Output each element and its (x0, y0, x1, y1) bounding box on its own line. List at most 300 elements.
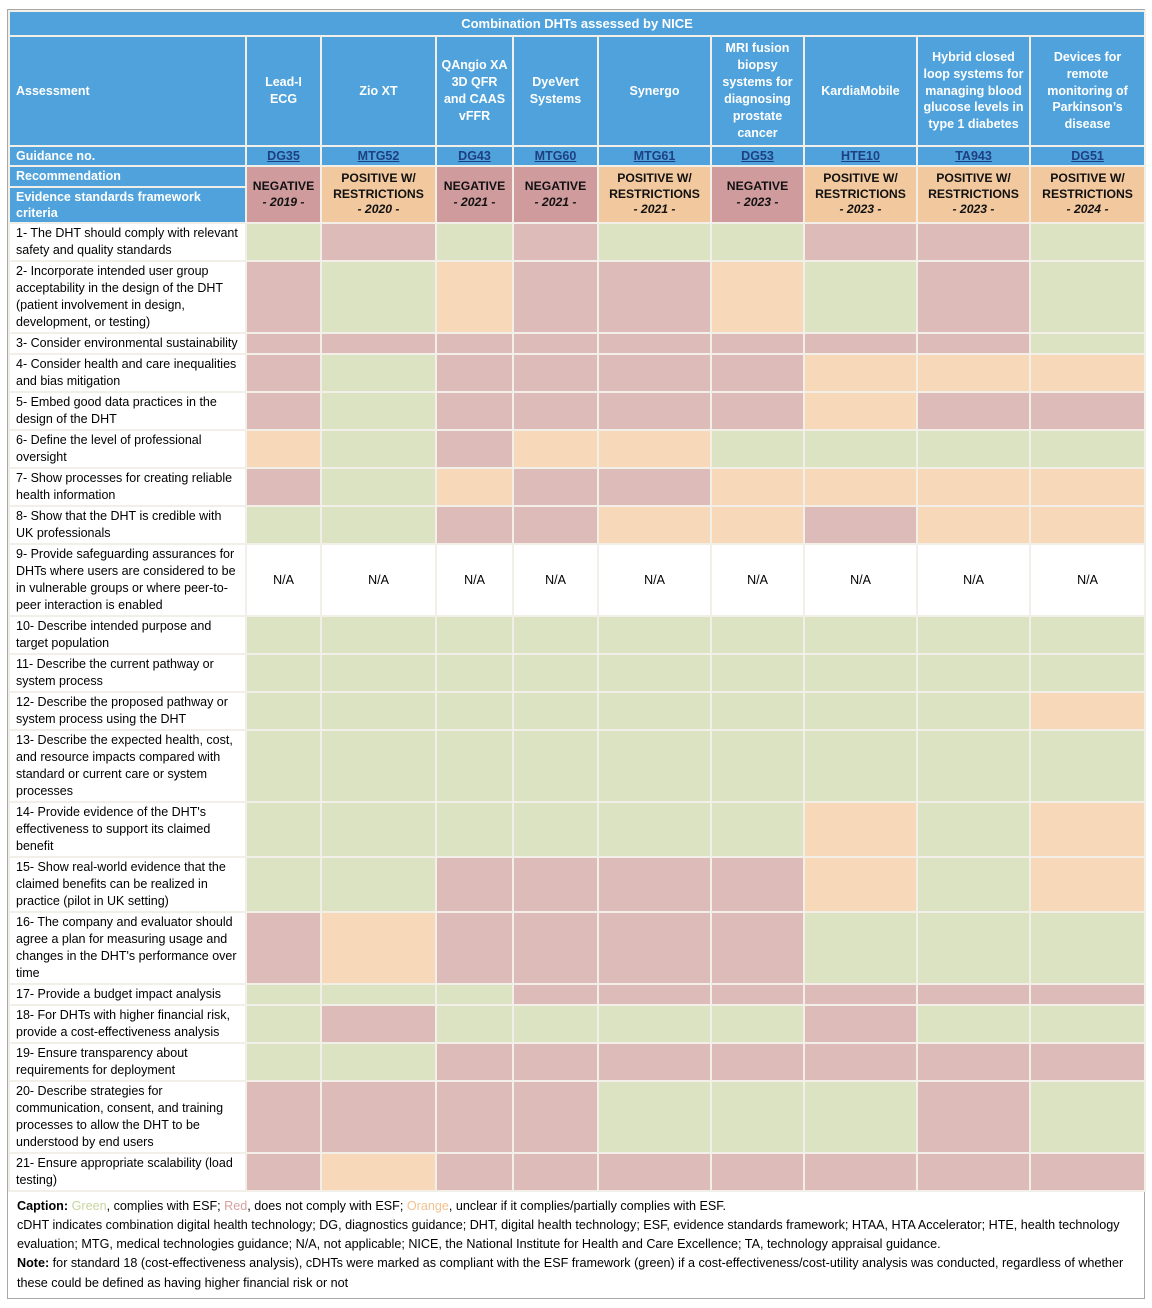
guidance-link-dg53[interactable]: DG53 (741, 149, 774, 164)
criteria-cell-r (804, 333, 917, 354)
criteria-cell-r (917, 1153, 1030, 1191)
criteria-cell-g (436, 616, 513, 654)
criteria-cell-r (436, 857, 513, 912)
criteria-cell-g (711, 223, 804, 261)
criteria-cell-r (1030, 392, 1145, 430)
guidance-link-mtg52[interactable]: MTG52 (357, 149, 400, 164)
criteria-cell-o (598, 430, 711, 468)
criteria-label: 3- Consider environmental sustainability (9, 333, 246, 354)
criteria-cell-r (513, 984, 598, 1005)
criteria-cell-g (513, 1005, 598, 1043)
recommendation-text: POSITIVE W/ RESTRICTIONS (1042, 171, 1133, 201)
criteria-cell-g (321, 354, 436, 392)
guidance-cell (436, 146, 513, 166)
criteria-label: 8- Show that the DHT is credible with UK professionals (9, 506, 246, 544)
criteria-cell-g (804, 654, 917, 692)
recommendation-cell (321, 166, 436, 223)
criteria-row (9, 692, 1145, 730)
criteria-cell-r (711, 333, 804, 354)
criteria-row (9, 802, 1145, 857)
guidance-link-mtg61[interactable]: MTG61 (633, 149, 676, 164)
criteria-cell-g (321, 692, 436, 730)
criteria-cell-g (321, 430, 436, 468)
criteria-cell-r (804, 506, 917, 544)
criteria-cell-g (513, 730, 598, 802)
criteria-cell-g (711, 692, 804, 730)
criteria-cell-g (1030, 333, 1145, 354)
criteria-cell-r (513, 392, 598, 430)
recommendation-cell (804, 166, 917, 223)
guidance-link-dg51[interactable]: DG51 (1071, 149, 1104, 164)
criteria-cell-r (246, 392, 321, 430)
criteria-cell-g (1030, 1005, 1145, 1043)
criteria-cell-g (321, 984, 436, 1005)
recommendation-text: NEGATIVE (524, 179, 587, 194)
guidance-link-hte10[interactable]: HTE10 (841, 149, 880, 164)
caption-segment: Note: (17, 1256, 50, 1271)
caption-segment: cDHT indicates combination digital health technology; DG, diagnostics guidance; DHT, digital health technology; ESF, evidence standards framework; HTAA, HTA Accelerator; HTE, health technology evaluation; MTG, medical technologies guidance; N/A, not applicable; NICE, the National Institute for Health and Care Excellence; TA, technology appraisal guidance. (17, 1218, 1120, 1252)
criteria-cell-g (246, 857, 321, 912)
recommendation-year: - 2021 - (633, 202, 676, 217)
criteria-cell-g (1030, 912, 1145, 984)
criteria-cell-o (804, 392, 917, 430)
recommendation-year: - 2023 - (736, 194, 779, 209)
recommendation-text: NEGATIVE (252, 179, 315, 194)
criteria-label: 20- Describe strategies for communication, consent, and training processes to allow the DHT to be understood by end users (9, 1081, 246, 1153)
criteria-cell-g (321, 261, 436, 333)
criteria-cell-r (598, 857, 711, 912)
criteria-cell-g (1030, 730, 1145, 802)
criteria-label: 15- Show real-world evidence that the claimed benefits can be realized in practice (pilot in UK setting) (9, 857, 246, 912)
caption-segment: , unclear if it complies/partially complies with ESF. (448, 1199, 727, 1213)
criteria-cell-r (711, 984, 804, 1005)
criteria-cell-g (246, 730, 321, 802)
criteria-cell-r (711, 1043, 804, 1081)
criteria-cell-r (246, 468, 321, 506)
caption-segment: Orange (406, 1199, 449, 1213)
criteria-cell-g (436, 1005, 513, 1043)
criteria-cell-r (436, 1153, 513, 1191)
criteria-label: 5- Embed good data practices in the design of the DHT (9, 392, 246, 430)
criteria-cell-r (1030, 1043, 1145, 1081)
criteria-cell-g (1030, 223, 1145, 261)
criteria-cell-g (246, 506, 321, 544)
criteria-cell-r (804, 223, 917, 261)
criteria-label: 19- Ensure transparency about requirements for deployment (9, 1043, 246, 1081)
recommendation-year: - 2021 - (453, 194, 496, 209)
criteria-cell-r (598, 392, 711, 430)
column-header-devices-for-remote-monitoring-: Devices for remote monitoring of Parkinson’s disease (1030, 36, 1145, 146)
table-title: Combination DHTs assessed by NICE (9, 11, 1145, 36)
criteria-cell-g (436, 802, 513, 857)
criteria-cell-g (246, 1005, 321, 1043)
criteria-cell-na: N/A (711, 544, 804, 616)
criteria-cell-r (513, 261, 598, 333)
criteria-cell-r (598, 984, 711, 1005)
criteria-cell-g (436, 223, 513, 261)
criteria-cell-g (321, 857, 436, 912)
recommendation-year: - 2024 - (1066, 202, 1109, 217)
criteria-cell-o (711, 468, 804, 506)
criteria-label: 7- Show processes for creating reliable health information (9, 468, 246, 506)
criteria-label: 14- Provide evidence of the DHT's effectiveness to support its claimed benefit (9, 802, 246, 857)
guidance-link-ta943[interactable]: TA943 (955, 149, 992, 164)
criteria-cell-r (598, 912, 711, 984)
criteria-cell-g (598, 1081, 711, 1153)
criteria-cell-g (917, 802, 1030, 857)
criteria-cell-r (436, 430, 513, 468)
criteria-cell-o (246, 430, 321, 468)
caption-segment: Red (224, 1199, 248, 1213)
criteria-cell-o (804, 802, 917, 857)
criteria-cell-r (598, 1153, 711, 1191)
criteria-row (9, 616, 1145, 654)
criteria-label: 17- Provide a budget impact analysis (9, 984, 246, 1005)
criteria-cell-g (321, 616, 436, 654)
criteria-cell-g (436, 984, 513, 1005)
criteria-cell-g (513, 616, 598, 654)
criteria-cell-g (711, 802, 804, 857)
recommendation-cell (246, 166, 321, 223)
guidance-link-dg43[interactable]: DG43 (458, 149, 491, 164)
criteria-row (9, 506, 1145, 544)
criteria-cell-g (598, 1005, 711, 1043)
criteria-cell-o (804, 354, 917, 392)
guidance-cell (711, 146, 804, 166)
criteria-cell-r (804, 1043, 917, 1081)
criteria-cell-na: N/A (321, 544, 436, 616)
column-header-synergo: Synergo (598, 36, 711, 146)
criteria-cell-g (917, 1005, 1030, 1043)
criteria-cell-r (436, 1043, 513, 1081)
criteria-cell-g (598, 692, 711, 730)
criteria-label: 21- Ensure appropriate scalability (load testing) (9, 1153, 246, 1191)
assessment-header: Assessment (9, 36, 246, 146)
criteria-cell-g (917, 430, 1030, 468)
criteria-cell-o (598, 506, 711, 544)
criteria-cell-g (711, 730, 804, 802)
caption-segment: for standard 18 (cost-effectiveness analysis), cDHTs were marked as compliant with the ESF framework (green) if a cost-effectiveness/cost-utility analysis was conducted, regardless of whether these could be defined as having higher financial risk or not (17, 1256, 1124, 1290)
guidance-cell (246, 146, 321, 166)
recommendation-text: POSITIVE W/ RESTRICTIONS (928, 171, 1019, 201)
criteria-row (9, 430, 1145, 468)
criteria-cell-g (436, 730, 513, 802)
criteria-cell-r (436, 506, 513, 544)
criteria-cell-o (804, 468, 917, 506)
criteria-cell-g (711, 654, 804, 692)
recommendation-text: POSITIVE W/ RESTRICTIONS (333, 171, 424, 201)
criteria-row (9, 1043, 1145, 1081)
criteria-cell-g (917, 692, 1030, 730)
criteria-cell-r (917, 392, 1030, 430)
criteria-cell-g (711, 616, 804, 654)
column-header-dyevert-systems: DyeVert Systems (513, 36, 598, 146)
criteria-cell-g (598, 802, 711, 857)
criteria-cell-na: N/A (917, 544, 1030, 616)
column-header-mri-fusion-biopsy-systems-for-: MRI fusion biopsy systems for diagnosing prostate cancer (711, 36, 804, 146)
criteria-cell-r (711, 912, 804, 984)
recommendation-text: POSITIVE W/ RESTRICTIONS (815, 171, 906, 201)
caption-segment: Green (71, 1199, 107, 1213)
assessment-table (8, 10, 1146, 1192)
criteria-cell-o (917, 506, 1030, 544)
criteria-cell-g (598, 616, 711, 654)
recommendation-year: - 2023 - (952, 202, 995, 217)
criteria-label: 6- Define the level of professional oversight (9, 430, 246, 468)
recommendation-cell (1030, 166, 1145, 223)
criteria-cell-r (513, 912, 598, 984)
criteria-cell-r (246, 261, 321, 333)
criteria-cell-o (917, 354, 1030, 392)
criteria-cell-r (246, 1153, 321, 1191)
criteria-cell-g (321, 468, 436, 506)
criteria-cell-o (1030, 802, 1145, 857)
criteria-cell-g (1030, 616, 1145, 654)
criteria-cell-g (804, 692, 917, 730)
recommendation-text: POSITIVE W/ RESTRICTIONS (609, 171, 700, 201)
guidance-row-label: Guidance no. (9, 146, 246, 166)
criteria-cell-r (711, 392, 804, 430)
criteria-cell-g (598, 223, 711, 261)
criteria-cell-r (804, 1153, 917, 1191)
criteria-cell-o (711, 261, 804, 333)
criteria-cell-g (804, 616, 917, 654)
criteria-cell-r (246, 354, 321, 392)
criteria-cell-r (917, 984, 1030, 1005)
criteria-cell-na: N/A (436, 544, 513, 616)
criteria-cell-na: N/A (513, 544, 598, 616)
criteria-cell-r (321, 333, 436, 354)
criteria-cell-r (513, 223, 598, 261)
criteria-cell-g (598, 654, 711, 692)
criteria-cell-r (1030, 984, 1145, 1005)
criteria-label: 13- Describe the expected health, cost, and resource impacts compared with standard or current care or system processes (9, 730, 246, 802)
guidance-cell (321, 146, 436, 166)
recommendation-text: NEGATIVE (726, 179, 789, 194)
criteria-cell-r (513, 1043, 598, 1081)
figure-caption (8, 1192, 1144, 1298)
criteria-cell-r (321, 223, 436, 261)
recommendation-cell (711, 166, 804, 223)
criteria-row (9, 544, 1145, 616)
guidance-cell (804, 146, 917, 166)
criteria-cell-g (246, 223, 321, 261)
criteria-cell-g (246, 616, 321, 654)
criteria-cell-g (804, 912, 917, 984)
criteria-cell-o (1030, 692, 1145, 730)
criteria-cell-g (436, 654, 513, 692)
criteria-cell-r (246, 912, 321, 984)
criteria-cell-g (1030, 1081, 1145, 1153)
guidance-cell (917, 146, 1030, 166)
criteria-cell-r (711, 857, 804, 912)
criteria-cell-g (321, 654, 436, 692)
criteria-cell-g (321, 1043, 436, 1081)
criteria-cell-r (917, 223, 1030, 261)
nice-assessment-figure (7, 9, 1145, 1299)
recommendation-year: - 2021 - (534, 194, 577, 209)
criteria-cell-r (321, 1081, 436, 1153)
criteria-cell-g (246, 984, 321, 1005)
column-header-qangio-xa-3d-qfr-and-caas-vffr: QAngio XA 3D QFR and CAAS vFFR (436, 36, 513, 146)
guidance-link-mtg60[interactable]: MTG60 (534, 149, 577, 164)
criteria-cell-g (513, 802, 598, 857)
criteria-label: 12- Describe the proposed pathway or system process using the DHT (9, 692, 246, 730)
criteria-cell-o (1030, 468, 1145, 506)
criteria-cell-g (321, 392, 436, 430)
guidance-cell (1030, 146, 1145, 166)
recommendation-year: - 2020 - (357, 202, 400, 217)
criteria-cell-o (1030, 857, 1145, 912)
criteria-row (9, 912, 1145, 984)
guidance-cell (598, 146, 711, 166)
criteria-cell-r (598, 354, 711, 392)
criteria-cell-g (711, 1005, 804, 1043)
criteria-cell-g (246, 802, 321, 857)
criteria-cell-o (804, 857, 917, 912)
criteria-cell-r (598, 261, 711, 333)
criteria-cell-g (711, 430, 804, 468)
criteria-cell-o (436, 468, 513, 506)
criteria-cell-o (513, 430, 598, 468)
recommendation-cell (436, 166, 513, 223)
criteria-row (9, 984, 1145, 1005)
criteria-cell-r (711, 1153, 804, 1191)
criteria-cell-r (436, 912, 513, 984)
criteria-cell-g (804, 730, 917, 802)
criteria-cell-o (436, 261, 513, 333)
criteria-row (9, 468, 1145, 506)
recommendation-year: - 2019 - (262, 194, 305, 209)
criteria-cell-r (513, 333, 598, 354)
column-header-lead-i-ecg: Lead-I ECG (246, 36, 321, 146)
caption-segment: , does not comply with ESF; (247, 1199, 407, 1213)
criteria-cell-g (598, 730, 711, 802)
criteria-cell-r (513, 1081, 598, 1153)
criteria-row (9, 857, 1145, 912)
criteria-cell-r (804, 984, 917, 1005)
recommendation-cell (513, 166, 598, 223)
criteria-cell-r (436, 333, 513, 354)
criteria-cell-g (917, 654, 1030, 692)
criteria-cell-g (321, 506, 436, 544)
criteria-row (9, 333, 1145, 354)
criteria-cell-r (598, 1043, 711, 1081)
criteria-cell-g (321, 802, 436, 857)
caption-segment: , complies with ESF; (106, 1199, 225, 1213)
criteria-label: 4- Consider health and care inequalities and bias mitigation (9, 354, 246, 392)
criteria-cell-r (436, 354, 513, 392)
criteria-row (9, 730, 1145, 802)
criteria-cell-r (1030, 1153, 1145, 1191)
criteria-row (9, 261, 1145, 333)
criteria-cell-o (321, 912, 436, 984)
criteria-cell-g (711, 1081, 804, 1153)
criteria-row (9, 392, 1145, 430)
criteria-cell-r (246, 333, 321, 354)
criteria-cell-g (513, 654, 598, 692)
recommendation-row-label: Recommendation (9, 166, 246, 186)
criteria-cell-r (436, 392, 513, 430)
criteria-cell-g (246, 654, 321, 692)
criteria-cell-r (917, 1081, 1030, 1153)
column-header-kardiamobile: KardiaMobile (804, 36, 917, 146)
caption-segment: Caption: (17, 1199, 69, 1213)
criteria-label: 9- Provide safeguarding assurances for DHTs where users are considered to be in vulnerable groups or where peer-to-peer interaction is enabled (9, 544, 246, 616)
criteria-cell-g (917, 616, 1030, 654)
criteria-label: 16- The company and evaluator should agree a plan for measuring usage and changes in the DHT's performance over time (9, 912, 246, 984)
criteria-cell-r (711, 354, 804, 392)
criteria-cell-g (321, 730, 436, 802)
criteria-label: 1- The DHT should comply with relevant safety and quality standards (9, 223, 246, 261)
criteria-cell-r (246, 1081, 321, 1153)
criteria-cell-g (513, 692, 598, 730)
criteria-cell-g (804, 261, 917, 333)
criteria-cell-o (1030, 354, 1145, 392)
recommendation-cell (917, 166, 1030, 223)
criteria-cell-r (513, 506, 598, 544)
guidance-cell (513, 146, 598, 166)
criteria-cell-r (598, 333, 711, 354)
criteria-row (9, 1081, 1145, 1153)
criteria-cell-g (917, 912, 1030, 984)
criteria-cell-na: N/A (246, 544, 321, 616)
criteria-cell-na: N/A (804, 544, 917, 616)
recommendation-year: - 2023 - (839, 202, 882, 217)
criteria-cell-na: N/A (1030, 544, 1145, 616)
criteria-row (9, 1005, 1145, 1043)
criteria-label: 11- Describe the current pathway or system process (9, 654, 246, 692)
criteria-cell-g (917, 857, 1030, 912)
criteria-cell-o (917, 468, 1030, 506)
criteria-label: 18- For DHTs with higher financial risk, provide a cost-effectiveness analysis (9, 1005, 246, 1043)
criteria-cell-o (711, 506, 804, 544)
criteria-cell-r (917, 261, 1030, 333)
criteria-cell-na: N/A (598, 544, 711, 616)
criteria-label: 2- Incorporate intended user group acceptability in the design of the DHT (patient involvement in design, development, or testing) (9, 261, 246, 333)
esf-criteria-row-label: Evidence standards framework criteria (9, 187, 246, 224)
criteria-cell-g (804, 1081, 917, 1153)
criteria-cell-g (1030, 654, 1145, 692)
criteria-cell-r (513, 1153, 598, 1191)
criteria-cell-r (513, 468, 598, 506)
criteria-cell-g (917, 730, 1030, 802)
criteria-cell-g (1030, 430, 1145, 468)
recommendation-text: NEGATIVE (443, 179, 506, 194)
criteria-row (9, 654, 1145, 692)
criteria-cell-g (1030, 261, 1145, 333)
recommendation-cell (598, 166, 711, 223)
column-header-hybrid-closed-loop-systems-for: Hybrid closed loop systems for managing blood glucose levels in type 1 diabetes (917, 36, 1030, 146)
criteria-cell-r (598, 468, 711, 506)
criteria-label: 10- Describe intended purpose and target population (9, 616, 246, 654)
criteria-cell-r (321, 1005, 436, 1043)
criteria-cell-g (246, 1043, 321, 1081)
column-header-zio-xt: Zio XT (321, 36, 436, 146)
criteria-cell-o (321, 1153, 436, 1191)
criteria-row (9, 223, 1145, 261)
criteria-cell-r (513, 354, 598, 392)
criteria-cell-g (804, 430, 917, 468)
criteria-row (9, 1153, 1145, 1191)
criteria-cell-r (513, 857, 598, 912)
criteria-cell-r (804, 1005, 917, 1043)
criteria-cell-r (917, 333, 1030, 354)
criteria-cell-r (917, 1043, 1030, 1081)
criteria-cell-r (436, 1081, 513, 1153)
criteria-cell-g (246, 692, 321, 730)
guidance-link-dg35[interactable]: DG35 (267, 149, 300, 164)
